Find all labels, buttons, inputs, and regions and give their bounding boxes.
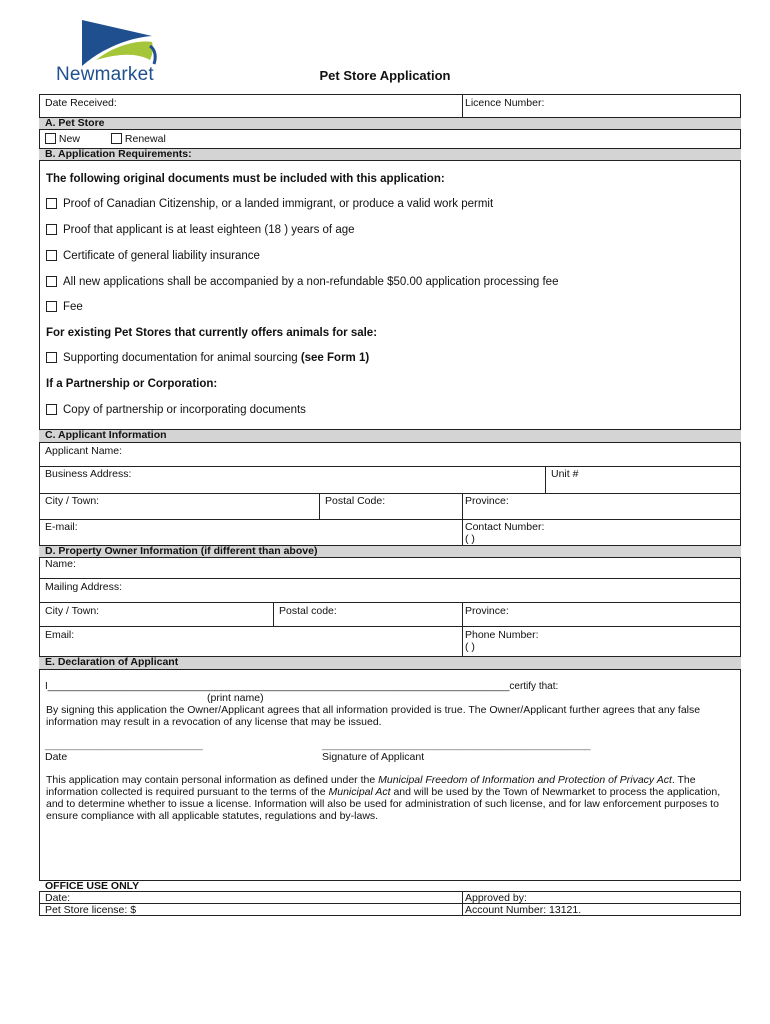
section-e-header: E. Declaration of Applicant — [39, 656, 741, 670]
divider — [462, 892, 463, 916]
requirement-age[interactable] — [46, 224, 355, 236]
divider — [39, 466, 741, 467]
partnership-heading: If a Partnership or Corporation: — [46, 378, 218, 390]
mailing-address-field[interactable]: Mailing Address: — [45, 581, 123, 593]
phone-area-code: ( ) — [465, 641, 475, 653]
requirement-label: Proof that applicant is at least eighteen (18 ) years of age — [63, 224, 355, 236]
section-c-header: C. Applicant Information — [39, 429, 741, 443]
requirement-label: Supporting documentation for animal sourcing — [63, 352, 301, 364]
divider — [39, 519, 741, 520]
section-b-header: B. Application Requirements: — [39, 148, 741, 161]
new-option[interactable] — [45, 133, 80, 145]
business-address-field[interactable]: Business Address: — [45, 468, 132, 480]
requirement-label: Fee — [63, 301, 83, 313]
privacy-text: This application may contain personal information as defined under the — [46, 774, 379, 786]
checkbox[interactable] — [46, 404, 57, 415]
owner-name-field[interactable]: Name: — [45, 558, 76, 570]
owner-phone-field[interactable]: Phone Number: — [465, 629, 539, 641]
licence-number-field[interactable]: Licence Number: — [465, 97, 545, 109]
city-field[interactable]: City / Town: — [45, 495, 100, 507]
privacy-text: and will be used by the Town of Newmarket to process the application, and to determine whether to issue a license. Information will also be used for administration of such license, and for law enforcement purposes to ensure compliance with all applicable statutes, regulations and by-laws. — [46, 786, 721, 822]
unit-field[interactable]: Unit # — [551, 468, 579, 480]
checkbox[interactable] — [46, 224, 57, 235]
divider — [39, 903, 741, 904]
requirement-label: Copy of partnership or incorporating documents — [63, 404, 306, 416]
office-use-header: OFFICE USE ONLY — [39, 880, 741, 892]
municipal-act-name: Municipal Act — [328, 786, 391, 798]
applicant-name-field[interactable]: Applicant Name: — [45, 445, 123, 457]
requirement-label: All new applications shall be accompanied by a non-refundable $50.00 application processing fee — [63, 276, 559, 288]
new-label: New — [58, 133, 80, 145]
divider — [39, 578, 741, 579]
privacy-text: . The information collected is required pursuant to the terms of the — [46, 774, 696, 798]
privacy-act-name: Municipal Freedom of Information and Protection of Privacy Act — [378, 774, 672, 786]
section-a-header: A. Pet Store — [39, 117, 741, 130]
owner-email-field[interactable]: Email: — [45, 629, 75, 641]
divider — [319, 493, 320, 519]
page-title: Pet Store Application — [319, 68, 451, 83]
date-received-field[interactable]: Date Received: — [45, 97, 117, 109]
checkbox[interactable] — [46, 352, 57, 363]
requirement-animal-sourcing[interactable] — [46, 352, 369, 364]
owner-province-field[interactable]: Province: — [465, 605, 509, 617]
divider — [545, 466, 546, 493]
new-checkbox[interactable] — [45, 133, 56, 144]
checkbox[interactable] — [46, 276, 57, 287]
certify-line[interactable]: I___________________________________________________________________________________certify that: — [45, 681, 559, 692]
divider — [273, 602, 274, 627]
requirement-processing-fee[interactable] — [46, 276, 558, 288]
pet-store-license-field[interactable]: Pet Store license: $ — [45, 904, 137, 916]
requirement-label: Certificate of general liability insurance — [63, 250, 260, 262]
province-field[interactable]: Province: — [465, 495, 509, 507]
renewal-label: Renewal — [124, 133, 166, 145]
checkbox[interactable] — [46, 250, 57, 261]
checkbox[interactable] — [46, 301, 57, 312]
contact-area-code: ( ) — [465, 533, 475, 545]
existing-stores-heading: For existing Pet Stores that currently offers animals for sale: — [46, 327, 378, 339]
date-signature-line[interactable]: ___________________________ — [45, 739, 203, 751]
print-name-label: (print name) — [207, 692, 264, 704]
divider — [462, 94, 463, 118]
email-field[interactable]: E-mail: — [45, 521, 78, 533]
date-label: Date — [45, 751, 68, 763]
divider — [39, 493, 741, 494]
form-reference: (see Form 1) — [300, 352, 370, 364]
checkbox[interactable] — [46, 198, 57, 209]
requirement-citizenship[interactable] — [46, 198, 493, 210]
divider — [39, 602, 741, 603]
requirement-fee[interactable] — [46, 301, 83, 313]
renewal-checkbox[interactable] — [111, 133, 122, 144]
applicant-signature-line[interactable]: ______________________________________________ — [322, 739, 591, 751]
postal-code-field[interactable]: Postal Code: — [325, 495, 386, 507]
renewal-option[interactable] — [111, 133, 166, 145]
privacy-notice — [46, 774, 736, 822]
approved-by-field[interactable]: Approved by: — [465, 892, 527, 904]
requirement-label: Proof of Canadian Citizenship, or a landed immigrant, or produce a valid work permit — [63, 198, 494, 210]
logo-text: Newmarket — [56, 64, 154, 85]
contact-number-field[interactable]: Contact Number: — [465, 521, 545, 533]
office-date-field[interactable]: Date: — [45, 892, 71, 904]
owner-postal-field[interactable]: Postal code: — [279, 605, 337, 617]
application-form — [39, 94, 741, 916]
requirement-insurance[interactable] — [46, 250, 260, 262]
owner-city-field[interactable]: City / Town: — [45, 605, 100, 617]
agreement-text: By signing this application the Owner/Applicant agrees that all information provided is true. The Owner/Applicant further agrees that any false information may result in a revocation of any license that may be issued. — [46, 704, 701, 728]
requirements-intro: The following original documents must be included with this application: — [46, 173, 445, 185]
signature-label: Signature of Applicant — [322, 751, 425, 763]
requirement-partnership-docs[interactable] — [46, 404, 306, 416]
account-number-field[interactable]: Account Number: 13121. — [465, 904, 582, 916]
divider — [39, 626, 741, 627]
divider — [462, 602, 463, 656]
section-d-header: D. Property Owner Information (if different than above) — [39, 545, 741, 558]
